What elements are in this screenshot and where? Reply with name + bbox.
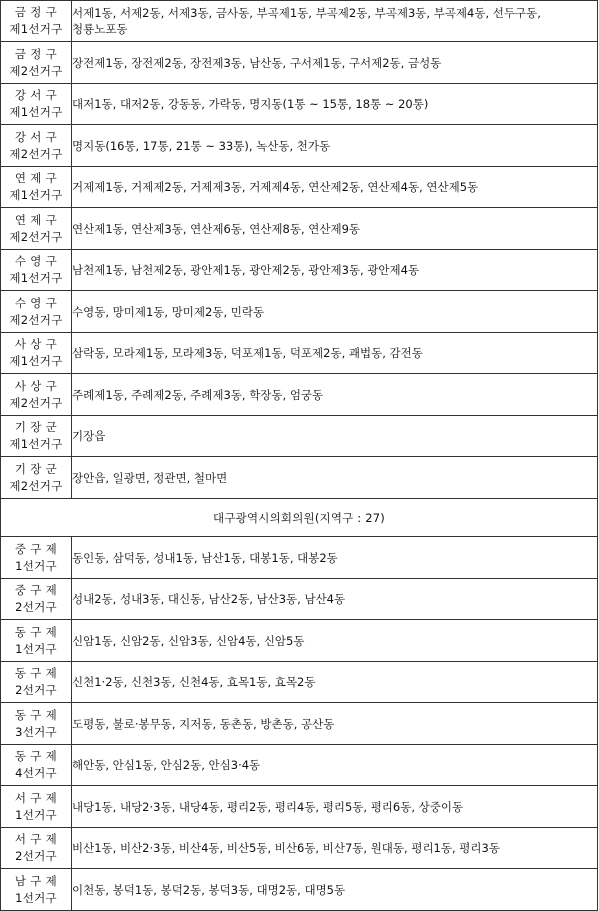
district-name: 금 정 구 제1선거구 (1, 1, 72, 42)
district-areas: 동인동, 삼덕동, 성내1동, 남산1동, 대봉1동, 대봉2동 (72, 537, 598, 579)
district-areas: 거제제1동, 거제제2동, 거제제3동, 거제제4동, 연산제2동, 연산제4동, 연산제5동 (72, 167, 598, 208)
district-name: 동 구 제 1선거구 (1, 620, 72, 662)
district-areas: 신암1동, 신암2동, 신암3동, 신암4동, 신암5동 (72, 620, 598, 662)
district-name: 동 구 제 2선거구 (1, 662, 72, 703)
district-areas: 비산1동, 비산2·3동, 비산4동, 비산5동, 비산6동, 비산7동, 원대동, 평리1동, 평리3동 (72, 828, 598, 869)
busan-districts-body (1, 1, 598, 537)
table-row (1, 208, 598, 250)
district-areas: 도평동, 불로·봉무동, 지저동, 동촌동, 방촌동, 공산동 (72, 703, 598, 745)
table-row (1, 167, 598, 208)
table-row (1, 537, 598, 579)
district-areas: 장전제1동, 장전제2동, 장전제3동, 남산동, 구서제1동, 구서제2동, 금성동 (72, 42, 598, 84)
table-row (1, 291, 598, 333)
table-row (1, 84, 598, 125)
district-name: 사 상 구 제2선거구 (1, 374, 72, 416)
district-areas: 서제1동, 서제2동, 서제3동, 금사동, 부곡제1동, 부곡제2동, 부곡제3동, 부곡제4동, 선두구동, 청룡노포동 (72, 1, 598, 42)
table-row (1, 703, 598, 745)
district-name: 사 상 구 제1선거구 (1, 333, 72, 374)
district-areas: 내당1동, 내당2·3동, 내당4동, 평리2동, 평리4동, 평리5동, 평리6동, 상중이동 (72, 786, 598, 828)
table-row (1, 786, 598, 828)
section-header: 대구광역시의회의원(지역구 : 27) (1, 499, 598, 537)
district-name: 수 영 구 제1선거구 (1, 250, 72, 291)
district-areas: 이천동, 봉덕1동, 봉덕2동, 봉덕3동, 대명2동, 대명5동 (72, 869, 598, 911)
district-name: 동 구 제 4선거구 (1, 745, 72, 786)
district-areas: 장안읍, 일광면, 정관면, 철마면 (72, 457, 598, 499)
district-name: 강 서 구 제2선거구 (1, 125, 72, 167)
table-row (1, 745, 598, 786)
district-areas: 수영동, 망미제1동, 망미제2동, 민락동 (72, 291, 598, 333)
district-name: 중 구 제 2선거구 (1, 579, 72, 620)
district-name: 서 구 제 1선거구 (1, 786, 72, 828)
daegu-districts-body (1, 537, 598, 911)
district-name: 남 구 제 1선거구 (1, 869, 72, 911)
district-areas: 삼락동, 모라제1동, 모라제3동, 덕포제1동, 덕포제2동, 괘법동, 감전동 (72, 333, 598, 374)
district-name: 연 제 구 제2선거구 (1, 208, 72, 250)
table-row (1, 333, 598, 374)
district-name: 강 서 구 제1선거구 (1, 84, 72, 125)
table-row (1, 416, 598, 457)
district-name: 서 구 제 2선거구 (1, 828, 72, 869)
district-areas: 연산제1동, 연산제3동, 연산제6동, 연산제8동, 연산제9동 (72, 208, 598, 250)
district-areas: 대저1동, 대저2동, 강동동, 가락동, 명지동(1통 ~ 15통, 18통 ~ 20통) (72, 84, 598, 125)
table-row (1, 869, 598, 911)
district-areas: 남천제1동, 남천제2동, 광안제1동, 광안제2동, 광안제3동, 광안제4동 (72, 250, 598, 291)
table-row (1, 125, 598, 167)
district-name: 기 장 군 제2선거구 (1, 457, 72, 499)
table-row (1, 662, 598, 703)
district-name: 연 제 구 제1선거구 (1, 167, 72, 208)
table-row (1, 579, 598, 620)
district-areas: 기장읍 (72, 416, 598, 457)
district-areas: 명지동(16통, 17통, 21통 ~ 33통), 녹산동, 천가동 (72, 125, 598, 167)
district-name: 수 영 구 제2선거구 (1, 291, 72, 333)
table-row (1, 457, 598, 499)
district-areas: 성내2동, 성내3동, 대신동, 남산2동, 남산3동, 남산4동 (72, 579, 598, 620)
district-name: 금 정 구 제2선거구 (1, 42, 72, 84)
district-areas: 주례제1동, 주례제2동, 주례제3동, 학장동, 엄궁동 (72, 374, 598, 416)
table-row (1, 620, 598, 662)
table-row (1, 42, 598, 84)
district-name: 중 구 제 1선거구 (1, 537, 72, 579)
district-areas: 신천1·2동, 신천3동, 신천4동, 효목1동, 효목2동 (72, 662, 598, 703)
district-areas: 해안동, 안심1동, 안심2동, 안심3·4동 (72, 745, 598, 786)
section-header-row (1, 499, 598, 537)
table-row (1, 1, 598, 42)
table-row (1, 374, 598, 416)
district-name: 기 장 군 제1선거구 (1, 416, 72, 457)
table-row (1, 250, 598, 291)
district-name: 동 구 제 3선거구 (1, 703, 72, 745)
table-row (1, 828, 598, 869)
